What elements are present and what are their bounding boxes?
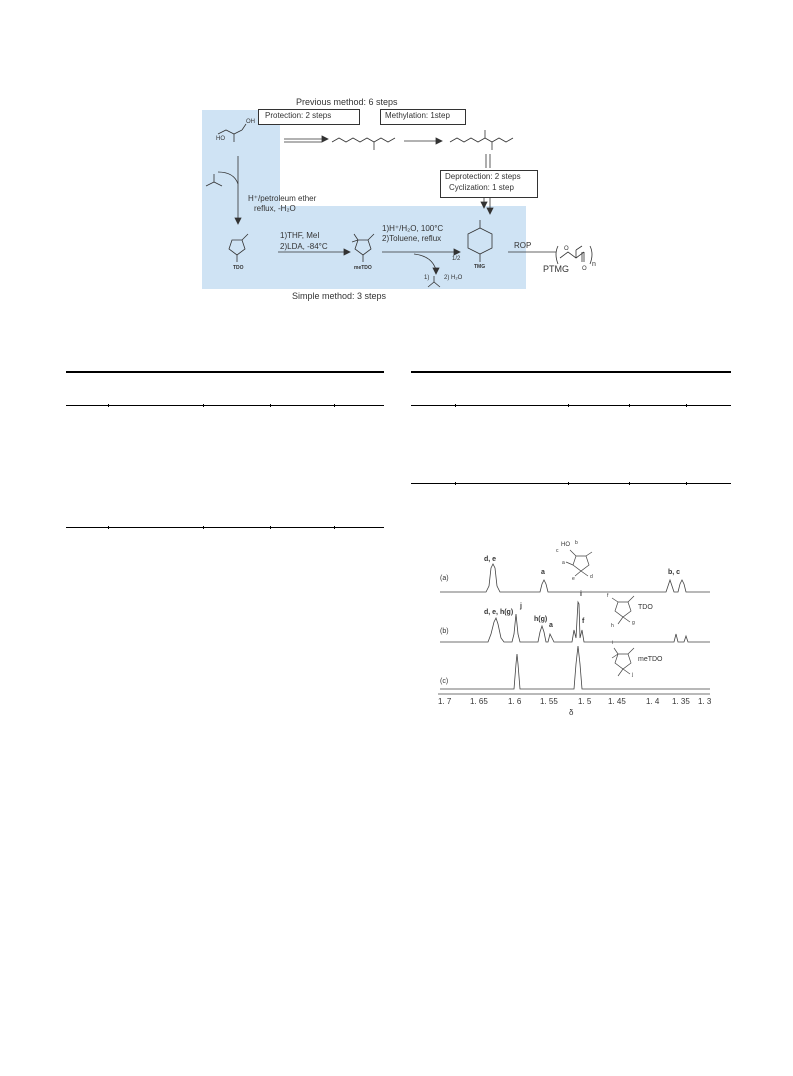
condition-toluene: 2)Toluene, reflux [382,234,442,243]
inset-a-ho: HO [561,542,570,548]
left-table-tick [270,526,271,529]
right-table-tick [686,482,687,485]
axis-label-delta: δ [569,708,574,717]
metdo-label: meTDO [354,265,372,271]
condition-thf: 1)THF, MeI [280,231,320,240]
peak-label-j: j [520,603,522,610]
peak-label-f: f [582,618,585,625]
inset-c-label-i: i [612,640,614,646]
peak-label-hg: h(g) [534,616,548,623]
condition-lda: 2)LDA, -84°C [280,242,328,251]
axis-tick-label: 1. 6 [508,697,522,706]
half-coefficient: 1/2 [452,256,461,262]
peak-label-a2: a [549,622,553,629]
byproduct-step-2: 2) H₂O [444,275,463,281]
right-table-header-rule [411,405,731,406]
left-table-tick [334,526,335,529]
right-table-tick [568,404,569,407]
ptmg-atom-o2: O [582,266,587,272]
previous-method-label: Previous method: 6 steps [296,97,398,107]
right-table-tick [686,404,687,407]
inset-b-label-g: g [632,620,635,626]
inset-c-name: meTDO [638,656,663,663]
right-table-bottom-rule [411,483,731,484]
inset-a-label-c: c [556,548,559,554]
right-table-top-rule [411,371,731,373]
ptmg-atom-o: O [564,246,569,252]
peak-label-a: a [541,569,545,576]
nmr-figure [428,534,720,732]
inset-a-label-e: e [572,576,575,582]
atom-ho: HO [216,136,225,142]
peak-label-bc: b, c [668,569,681,576]
axis-tick-label: 1. 4 [646,697,660,706]
cyclization-label: Cyclization: 1 step [449,183,514,192]
axis-tick-label: 1. 35 [672,697,690,706]
left-table-top-rule [66,371,384,373]
trace-c-label: (c) [440,678,449,685]
inset-a-label-a: a [562,560,565,566]
inset-b-label-f: f [607,593,609,599]
ptmg-label: PTMG [543,264,569,274]
left-table-tick [203,526,204,529]
scheme-drawing [196,92,532,312]
inset-c-label-j: j [632,672,634,678]
inset-b-label-h: h [611,623,614,629]
trace-a-label: (a) [440,575,449,582]
condition-acid-1: H⁺/petroleum ether [248,194,317,203]
tmg-label: TMG [474,264,486,270]
right-table-tick [455,482,456,485]
left-table-header-rule [66,405,384,406]
right-table-tick [629,404,630,407]
peak-label-de: d, e [484,556,497,563]
condition-hydrolysis: 1)H⁺/H₂O, 100°C [382,224,444,233]
axis-tick-label: 1. 55 [540,697,558,706]
right-table-tick [455,404,456,407]
axis-tick-label: 1. 65 [470,697,488,706]
left-table-tick [108,526,109,529]
left-table-tick [203,404,204,407]
left-table-tick [334,404,335,407]
atom-oh: OH [246,119,255,125]
inset-a-label-d: d [590,574,593,580]
right-table-tick [568,482,569,485]
axis-tick-label: 1. 7 [438,697,452,706]
tdo-label: TDO [233,265,244,271]
condition-acid-2: reflux, -H₂O [254,204,296,213]
trace-b-label: (b) [440,628,449,635]
inset-b-name: TDO [638,604,653,611]
simple-method-label: Simple method: 3 steps [292,291,387,301]
right-table-tick [629,482,630,485]
left-table-tick [270,404,271,407]
rop-label: ROP [514,241,532,250]
axis-tick-label: 1. 3 [698,697,712,706]
trace-c-line [440,646,710,689]
methylation-label: Methylation: 1step [385,111,450,120]
inset-molecule-b [612,596,634,624]
inset-molecule-a [566,550,592,576]
byproduct-step-1: 1) [424,275,430,281]
left-table-bottom-rule [66,527,384,528]
reaction-scheme [196,92,532,312]
inset-molecule-c [612,648,634,676]
protection-label: Protection: 2 steps [265,111,332,120]
axis-tick-label: 1. 5 [578,697,592,706]
axis-tick-label: 1. 45 [608,697,626,706]
peak-label-i: i [580,591,582,598]
ptmg-structure [530,230,610,280]
deprotection-label: Deprotection: 2 steps [445,172,521,181]
peak-label-deh: d, e, h(g) [484,609,514,616]
left-table-tick [108,404,109,407]
ptmg-n: n [592,261,596,268]
inset-a-label-b: b [575,540,578,546]
trace-b-line [440,602,710,642]
